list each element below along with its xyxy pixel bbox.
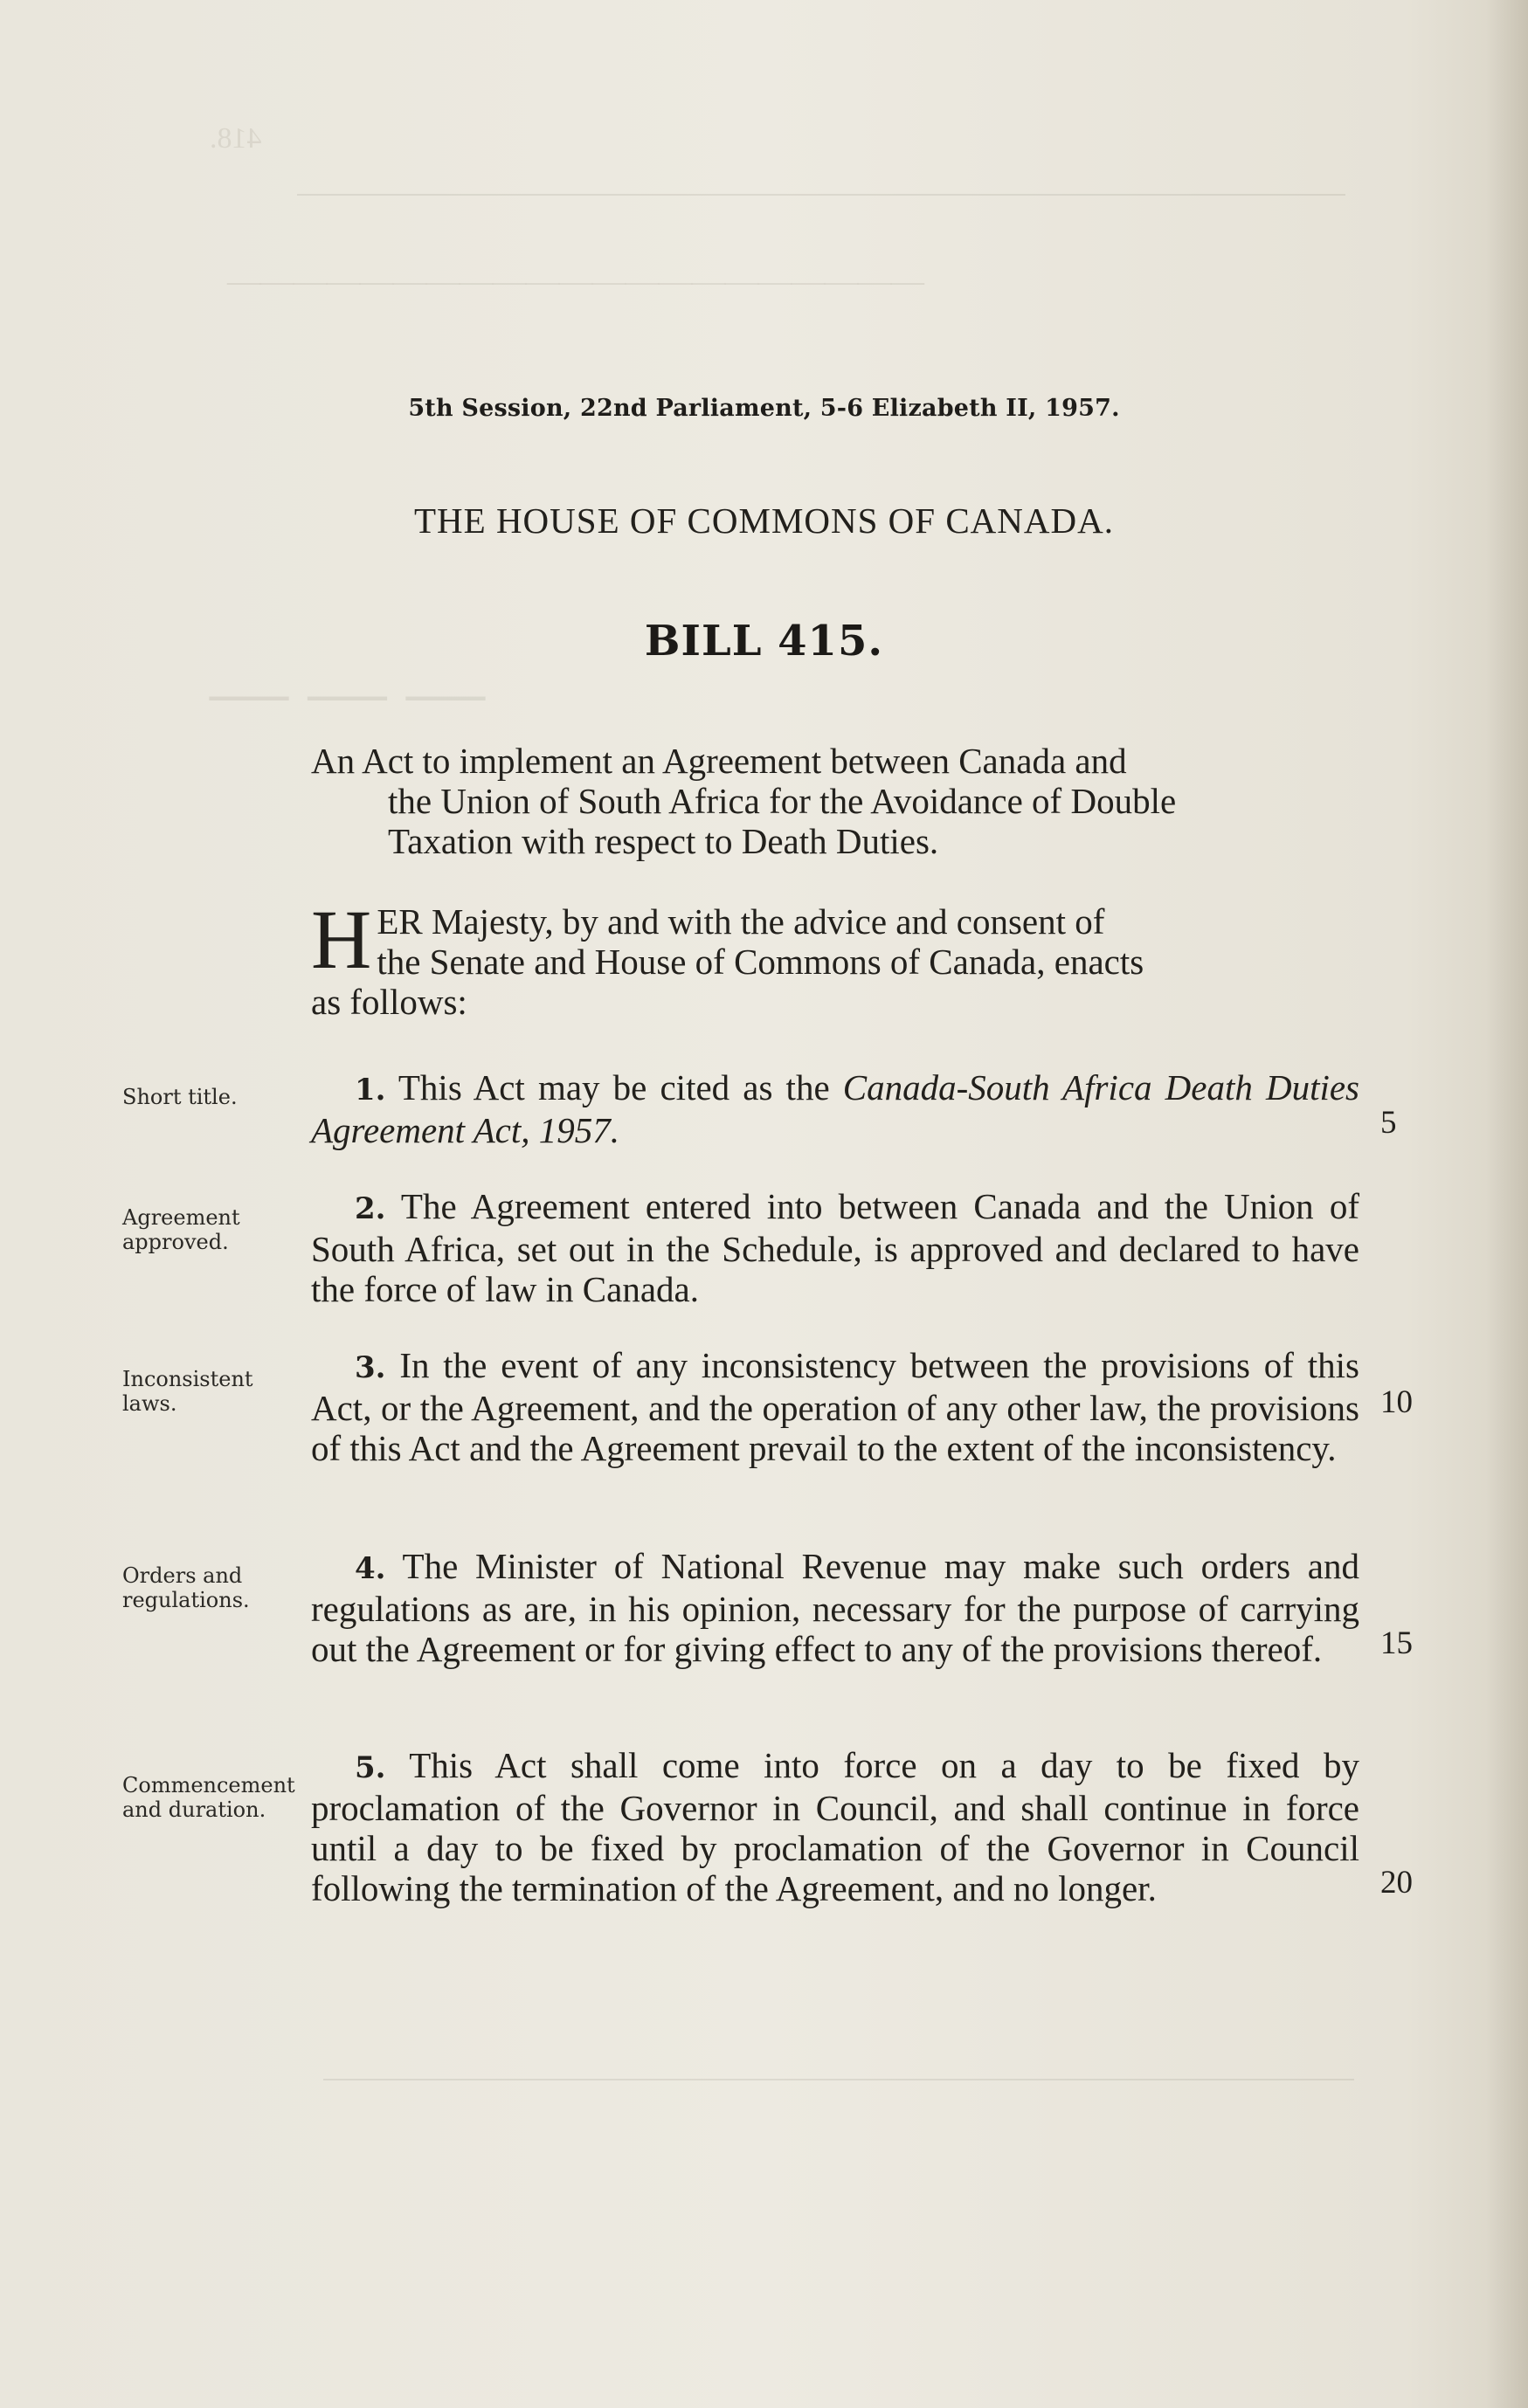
enacting-line: ER Majesty, by and with the advice and consent of <box>377 901 1105 942</box>
section-3 <box>311 1345 1359 1468</box>
section-text: This Act may be cited as the <box>385 1067 843 1107</box>
margin-note-inconsistent-laws: Inconsistent laws. <box>122 1367 253 1416</box>
line-number: 5 <box>1380 1105 1397 1141</box>
margin-note-short-title: Short title. <box>122 1085 238 1109</box>
short-title-italic: Canada-South Africa Death Duties Agreement Act, 1957. <box>311 1067 1360 1150</box>
show-through-text: 418. <box>210 122 262 155</box>
section-5 <box>311 1745 1359 1908</box>
margin-note-orders-regulations: Orders and regulations. <box>122 1563 250 1612</box>
long-title-line: the Union of South Africa for the Avoidance of Double <box>388 781 1177 821</box>
section-number: 3. <box>355 1350 386 1385</box>
section-text: In the event of any inconsistency between the provisions of this Act, or the Agreement, and the operation of any other law, the provisions of this Act and the Agreement prevail to the extent of the inconsistency. <box>311 1345 1359 1468</box>
house-title: THE HOUSE OF COMMONS OF CANADA. <box>414 500 1114 541</box>
page-edge-shadow <box>1486 0 1528 2408</box>
long-title-line: An Act to implement an Agreement between Canada and <box>311 741 1127 781</box>
section-number: 5. <box>355 1750 386 1785</box>
section-number: 4. <box>355 1551 386 1586</box>
enacting-clause <box>311 893 1359 1022</box>
enacting-line: the Senate and House of Commons of Canada, enacts <box>377 942 1144 982</box>
margin-note-commencement: Commencement and duration. <box>122 1773 295 1822</box>
enacting-line: as follows: <box>311 982 467 1022</box>
section-text: The Minister of National Revenue may make such orders and regulations as are, in his opinion, necessary for the purpose of carrying out the Agreement or for giving effect to any of the provisions thereof. <box>311 1546 1359 1669</box>
long-title <box>311 741 1359 861</box>
section-number: 2. <box>355 1191 386 1226</box>
section-text: This Act shall come into force on a day to be fixed by proclamation of the Governor in Council, and shall continue in force until a day to be fixed by proclamation of the Governor in Council following the termination of the Agreement, and no longer. <box>311 1745 1359 1908</box>
section-4 <box>311 1546 1359 1669</box>
show-through-text: ————————————————————— <box>227 263 924 300</box>
drop-cap: H <box>311 893 372 986</box>
section-number: 1. <box>355 1073 386 1107</box>
line-number: 15 <box>1380 1625 1413 1661</box>
line-number: 20 <box>1380 1865 1413 1901</box>
bill-number: BILL 415. <box>644 617 884 666</box>
section-1 <box>311 1067 1359 1150</box>
margin-note-agreement-approved: Agreement approved. <box>122 1205 240 1254</box>
section-text: The Agreement entered into between Canada and the Union of South Africa, set out in the Schedule, is approved and declared to have the force of law in Canada. <box>311 1186 1359 1309</box>
long-title-line: Taxation with respect to Death Duties. <box>388 821 939 861</box>
show-through-rule <box>323 2079 1354 2080</box>
show-through-text: — — — <box>210 648 485 735</box>
line-number: 10 <box>1380 1384 1413 1420</box>
section-2 <box>311 1186 1359 1309</box>
show-through-rule <box>297 194 1345 196</box>
session-header: 5th Session, 22nd Parliament, 5-6 Elizabeth II, 1957. <box>408 395 1120 422</box>
